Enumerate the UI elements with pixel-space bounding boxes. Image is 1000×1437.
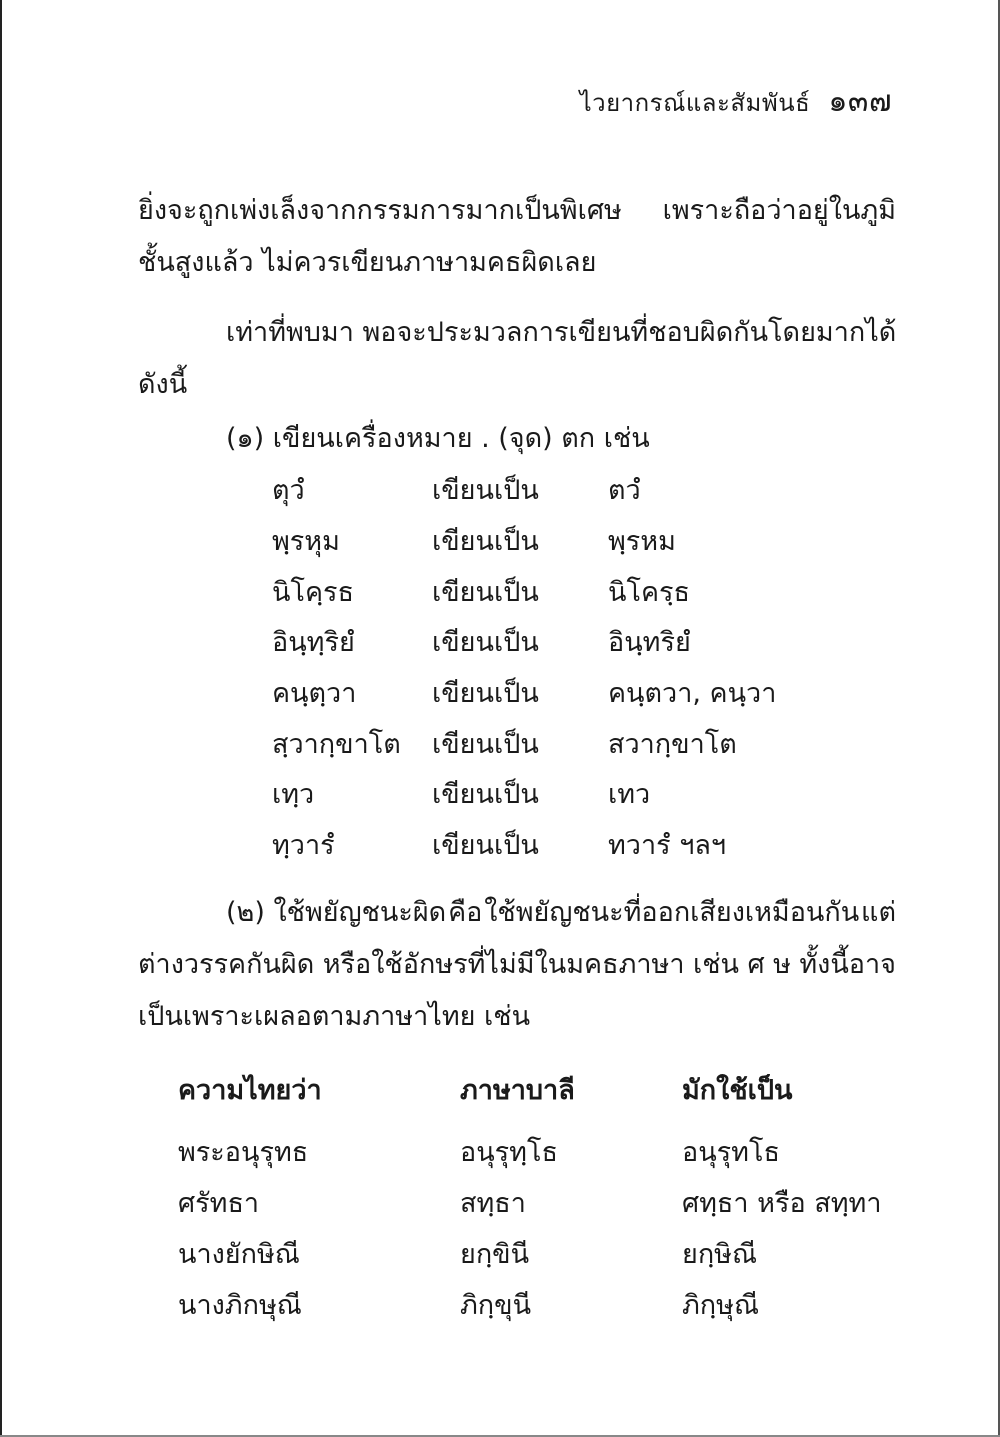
example-result: ทวารํ ฯลฯ <box>608 830 727 861</box>
page-border-left <box>0 0 2 1437</box>
header-title: ไวยากรณ์และสัมพันธ์ <box>579 89 811 117</box>
example-wrong: พฺรหุม <box>272 526 340 557</box>
table-header-row <box>0 1068 1000 1108</box>
example-row <box>0 468 1000 508</box>
item2-line3: เป็นเพราะเผลอตามภาษาไทย เช่น <box>138 1001 531 1032</box>
item2-line2-word: เช่น <box>692 949 739 980</box>
para1-line1-b: เพราะถือว่าอยู่ในภูมิ <box>662 195 896 226</box>
example-verb: เขียนเป็น <box>432 729 539 760</box>
table-cell-thai: นางภิกษุณี <box>178 1290 302 1321</box>
item2-line1-d: แต่ <box>861 897 896 928</box>
example-row <box>0 620 1000 660</box>
example-result: พฺรหม <box>608 526 676 557</box>
example-row <box>0 570 1000 610</box>
table-cell-thai: ศรัทธา <box>178 1188 260 1219</box>
example-wrong: นิโคฺรธ <box>272 577 355 608</box>
table-cell-common: ยกฺษิณี <box>682 1239 758 1270</box>
example-verb: เขียนเป็น <box>432 577 539 608</box>
table-cell-thai: พระอนุรุทธ <box>178 1137 309 1168</box>
page-number: ๑๓๗ <box>828 84 892 119</box>
example-result: สวากฺขาโต <box>608 729 737 760</box>
example-verb: เขียนเป็น <box>432 830 539 861</box>
item2-line2-word: ต่างวรรคกันผิด <box>138 949 315 980</box>
para1-line1 <box>138 188 896 231</box>
example-row <box>0 519 1000 559</box>
table-cell-thai: นางยักษิณี <box>178 1239 300 1270</box>
example-result: อินฺทริยํ <box>608 627 691 658</box>
item2-line1-c: ใช้พยัญชนะที่ออกเสียงเหมือนกัน <box>484 897 860 928</box>
table-cell-pali: สทฺธา <box>460 1188 526 1219</box>
example-row <box>0 722 1000 762</box>
item2-line1 <box>226 890 896 933</box>
item2-line1-a: (๒) ใช้พยัญชนะผิด <box>226 897 447 928</box>
table-cell-pali: ภิกฺขุนี <box>460 1290 532 1321</box>
example-verb: เขียนเป็น <box>432 779 539 810</box>
example-result: คนฺตวา, คนฺวา <box>608 678 777 709</box>
example-result: นิโครฺธ <box>608 577 691 608</box>
example-wrong: คนฺตฺวา <box>272 678 357 709</box>
table-header-thai: ความไทยว่า <box>178 1075 322 1106</box>
table-header-pali: ภาษาบาลี <box>460 1075 575 1106</box>
para2-line2: ดังนี้ <box>138 369 188 400</box>
example-verb: เขียนเป็น <box>432 678 539 709</box>
table-row <box>0 1181 1000 1221</box>
para2-line1: เท่าที่พบมา พอจะประมวลการเขียนที่ชอบผิดกันโดยมากได้ <box>226 317 897 348</box>
example-result: เทว <box>608 779 651 810</box>
item2-line2-word: ทั้งนี้อาจ <box>799 949 896 980</box>
example-verb: เขียนเป็น <box>432 526 539 557</box>
example-wrong: เทฺว <box>272 779 315 810</box>
table-cell-pali: ยกฺขินี <box>460 1239 530 1270</box>
example-wrong: ตุวํ <box>272 475 305 506</box>
table-cell-common: อนุรุทโธ <box>682 1137 780 1168</box>
example-wrong: สฺวากฺขาโต <box>272 729 401 760</box>
running-header <box>580 78 892 125</box>
example-result: ตวํ <box>608 475 641 506</box>
table-cell-pali: อนุรุทฺโธ <box>460 1137 558 1168</box>
table-row <box>0 1283 1000 1323</box>
item2-line1-b: คือ <box>448 897 483 928</box>
table-cell-common: ศทฺธา หรือ สทฺทา <box>682 1188 882 1219</box>
example-verb: เขียนเป็น <box>432 627 539 658</box>
para1-line2: ชั้นสูงแล้ว ไม่ควรเขียนภาษามคธผิดเลย <box>138 247 597 278</box>
example-row <box>0 772 1000 812</box>
example-wrong: อินฺทฺริยํ <box>272 627 355 658</box>
table-row <box>0 1232 1000 1272</box>
example-row <box>0 823 1000 863</box>
para1-line1-a: ยิ่งจะถูกเพ่งเล็งจากกรรมการมากเป็นพิเศษ <box>138 195 622 226</box>
item2-line2-word: ศ <box>747 949 765 980</box>
example-wrong: ทฺวารํ <box>272 830 335 861</box>
table-header-common: มักใช้เป็น <box>682 1075 793 1106</box>
example-verb: เขียนเป็น <box>432 475 539 506</box>
item2-line2-word: หรือใช้อักษรที่ไม่มีในมคธภาษา <box>322 949 685 980</box>
item2-line2-word: ษ <box>773 949 791 980</box>
table-row <box>0 1130 1000 1170</box>
table-cell-common: ภิกฺษุณี <box>682 1290 759 1321</box>
item2-line2 <box>138 942 896 985</box>
item1-heading: (๑) เขียนเครื่องหมาย . (จุด) ตก เช่น <box>226 423 650 454</box>
example-row <box>0 671 1000 711</box>
